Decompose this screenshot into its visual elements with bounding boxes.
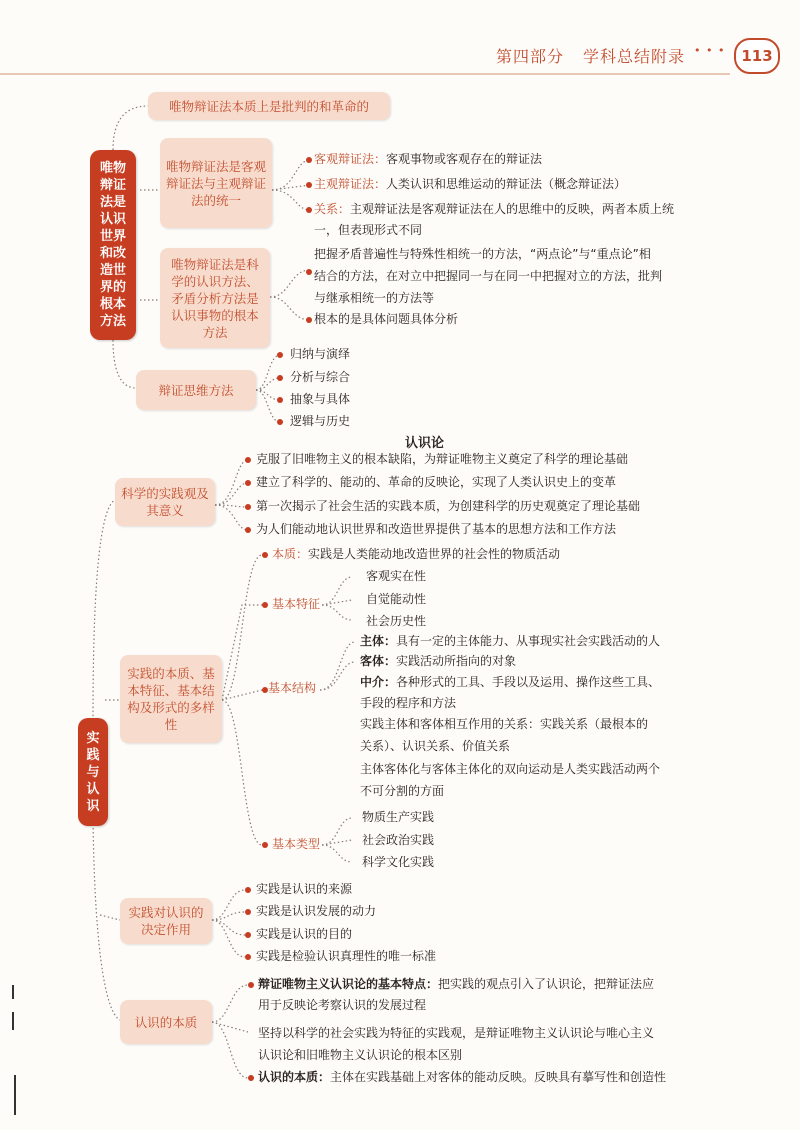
bullet-dot bbox=[248, 982, 254, 988]
method-line-4: 根本的是具体问题具体分析 bbox=[314, 312, 459, 326]
bullet-dot bbox=[306, 207, 312, 213]
bullet-dot bbox=[277, 397, 283, 403]
subjective-dialectics bbox=[314, 175, 626, 194]
bullet-dot bbox=[262, 602, 268, 608]
line-text: 具有一定的主体能力、从事现实社会实践活动的人 bbox=[396, 634, 661, 648]
thinking-method-1: 归纳与演绎 bbox=[290, 347, 351, 361]
line-text: 各种形式的工具、手段以及运用、操作这些工具、 bbox=[396, 675, 661, 689]
dialectics-root bbox=[90, 150, 136, 340]
structure-line-3 bbox=[360, 673, 660, 692]
structure-line-1 bbox=[360, 632, 660, 651]
decisive-item-3: 实践是认识的目的 bbox=[256, 927, 353, 941]
line-text: 认识论和旧唯物主义认识论的根本区别 bbox=[258, 1048, 463, 1062]
bullet-dot bbox=[245, 909, 251, 915]
item-text: 客观事物或客观存在的辩证法 bbox=[386, 152, 543, 166]
header-dots: • • • bbox=[694, 44, 726, 57]
method-line-1: 把握矛盾普遍性与特殊性相统一的方法，“两点论”与“重点论”相 bbox=[314, 247, 651, 261]
types-label: 基本类型 bbox=[272, 837, 321, 851]
decisive-role-label: 实践对认识的决定作用 bbox=[128, 905, 204, 937]
thinking-method-3: 抽象与具体 bbox=[290, 392, 351, 406]
bullet-dot bbox=[306, 182, 312, 188]
bold-term: 辩证唯物主义认识论的基本特点： bbox=[258, 977, 439, 991]
unity-box bbox=[160, 138, 272, 228]
bullet-dot bbox=[306, 269, 312, 275]
line-text: 用于反映论考察认识的发展过程 bbox=[258, 998, 427, 1012]
item-label: 关系： bbox=[314, 202, 351, 216]
top-note-box bbox=[148, 92, 390, 120]
bold-term: 客体： bbox=[360, 654, 397, 668]
bullet-dot bbox=[245, 527, 251, 533]
binding-mark bbox=[12, 1012, 14, 1030]
cognition-line-4 bbox=[258, 1046, 462, 1065]
bullet-dot bbox=[306, 317, 312, 323]
bold-term: 主体： bbox=[360, 634, 397, 648]
practice-nature-box bbox=[120, 655, 222, 743]
epistemology-root-label: 实践与认识 bbox=[86, 730, 100, 814]
features-label: 基本特征 bbox=[272, 597, 321, 611]
page-number: 113 bbox=[734, 38, 780, 74]
feature-1: 客观实在性 bbox=[366, 569, 427, 583]
binding-mark bbox=[12, 985, 14, 999]
bullet-dot bbox=[277, 352, 283, 358]
essence-label: 本质： bbox=[272, 547, 309, 561]
thinking-methods-box bbox=[136, 370, 256, 410]
structure-line-8 bbox=[360, 782, 444, 801]
thinking-method-4: 逻辑与历史 bbox=[290, 414, 351, 428]
bullet-dot bbox=[277, 419, 283, 425]
method-box-label: 唯物辩证法是科学的认识方法、矛盾分析方法是认识事物的根本方法 bbox=[171, 256, 259, 340]
line-text: 关系）、认识关系、价值关系 bbox=[360, 739, 511, 753]
type-3: 科学文化实践 bbox=[362, 855, 435, 869]
line-text: 不可分割的方面 bbox=[360, 784, 445, 798]
item-text: 主观辩证法是客观辩证法在人的思维中的反映，两者本质上统 bbox=[350, 202, 675, 216]
item-text: 人类认识和思维运动的辩证法（概念辩证法） bbox=[386, 177, 627, 191]
type-2: 社会政治实践 bbox=[362, 833, 435, 847]
header-title: 学科总结附录 bbox=[583, 47, 686, 66]
line-text: 坚持以科学的社会实践为特征的实践观，是辩证唯物主义认识论与唯心主义 bbox=[258, 1026, 655, 1040]
sci-practice-box bbox=[115, 478, 215, 526]
cognition-line-3 bbox=[258, 1024, 654, 1043]
cognition-line-1 bbox=[258, 975, 654, 994]
cognition-line-2 bbox=[258, 996, 426, 1015]
structure-label: 基本结构 bbox=[268, 681, 317, 695]
bullet-dot bbox=[262, 842, 268, 848]
bullet-dot bbox=[262, 552, 268, 558]
bullet-dot bbox=[245, 480, 251, 486]
relation-line-1 bbox=[314, 200, 674, 219]
thinking-method-2: 分析与综合 bbox=[290, 370, 351, 384]
section-title: 认识论 bbox=[405, 436, 445, 451]
line-text: 主体客体化与客体主体化的双向运动是人类实践活动两个 bbox=[360, 762, 661, 776]
bullet-dot bbox=[306, 157, 312, 163]
bullet-dot bbox=[245, 504, 251, 510]
sci-item-4: 为人们能动地认识世界和改造世界提供了基本的思想方法和工作方法 bbox=[256, 522, 617, 536]
sci-item-2: 建立了科学的、能动的、革命的反映论，实现了人类认识史上的变革 bbox=[256, 475, 617, 489]
decisive-item-4: 实践是检验认识真理性的唯一标准 bbox=[256, 949, 437, 963]
essence-line bbox=[272, 545, 560, 564]
decisive-role-box bbox=[120, 898, 212, 944]
structure-line-5 bbox=[360, 715, 648, 734]
line-text: 实践主体和客体相互作用的关系：实践关系（最根本的 bbox=[360, 717, 649, 731]
structure-line-2 bbox=[360, 652, 516, 671]
line-text: 把实践的观点引入了认识论，把辩证法应 bbox=[438, 977, 655, 991]
bullet-dot bbox=[245, 887, 251, 893]
cognition-line-5 bbox=[258, 1068, 666, 1087]
bold-term: 中介： bbox=[360, 675, 397, 689]
objective-dialectics bbox=[314, 150, 542, 169]
structure-line-7 bbox=[360, 760, 660, 779]
item-label: 主观辩证法： bbox=[314, 177, 387, 191]
sci-practice-label: 科学的实践观及其意义 bbox=[121, 486, 209, 518]
top-note-label: 唯物辩证法本质上是批判的和革命的 bbox=[168, 98, 369, 114]
feature-3: 社会历史性 bbox=[366, 614, 427, 628]
bullet-dot bbox=[245, 457, 251, 463]
dialectics-root-label: 唯物辩证法是认识世界和改造世界的根本方法 bbox=[99, 161, 126, 329]
item-label: 客观辩证法： bbox=[314, 152, 387, 166]
feature-2: 自觉能动性 bbox=[366, 592, 427, 606]
cognition-essence-label: 认识的本质 bbox=[134, 1014, 198, 1030]
cognition-essence-box bbox=[120, 1000, 212, 1044]
practice-nature-label: 实践的本质、基本特征、基本结构及形式的多样性 bbox=[127, 666, 215, 732]
method-line-3: 与继承相统一的方法等 bbox=[314, 291, 435, 305]
method-line-2: 结合的方法，在对立中把握同一与在同一中把握对立的方法，批判 bbox=[314, 269, 663, 283]
bullet-dot bbox=[245, 954, 251, 960]
type-1: 物质生产实践 bbox=[362, 810, 435, 824]
structure-line-6 bbox=[360, 737, 510, 756]
essence-text: 实践是人类能动地改造世界的社会性的物质活动 bbox=[308, 547, 561, 561]
epistemology-root bbox=[78, 718, 108, 826]
line-text: 主体在实践基础上对客体的能动反映。反映具有摹写性和创造性 bbox=[330, 1070, 667, 1084]
decisive-item-1: 实践是认识的来源 bbox=[256, 882, 353, 896]
sci-item-1: 克服了旧唯物主义的根本缺陷，为辩证唯物主义奠定了科学的理论基础 bbox=[256, 452, 629, 466]
binding-mark bbox=[14, 1075, 16, 1115]
thinking-methods-label: 辩证思维方法 bbox=[158, 382, 234, 398]
header-rule bbox=[0, 73, 730, 75]
sci-item-3: 第一次揭示了社会生活的实践本质，为创建科学的历史观奠定了理论基础 bbox=[256, 499, 641, 513]
unity-box-label: 唯物辩证法是客观辩证法与主观辩证法的统一 bbox=[166, 158, 267, 208]
relation-line-2: 一，但表现形式不同 bbox=[314, 223, 423, 237]
bullet-dot bbox=[245, 932, 251, 938]
bold-term: 认识的本质： bbox=[258, 1070, 331, 1084]
bullet-dot bbox=[277, 375, 283, 381]
decisive-item-2: 实践是认识发展的动力 bbox=[256, 904, 377, 918]
line-text: 实践活动所指向的对象 bbox=[396, 654, 517, 668]
method-box bbox=[160, 248, 270, 348]
bullet-dot bbox=[248, 1075, 254, 1081]
structure-line-4 bbox=[360, 694, 456, 713]
header-section: 第四部分 bbox=[496, 47, 565, 66]
line-text: 手段的程序和方法 bbox=[360, 696, 457, 710]
